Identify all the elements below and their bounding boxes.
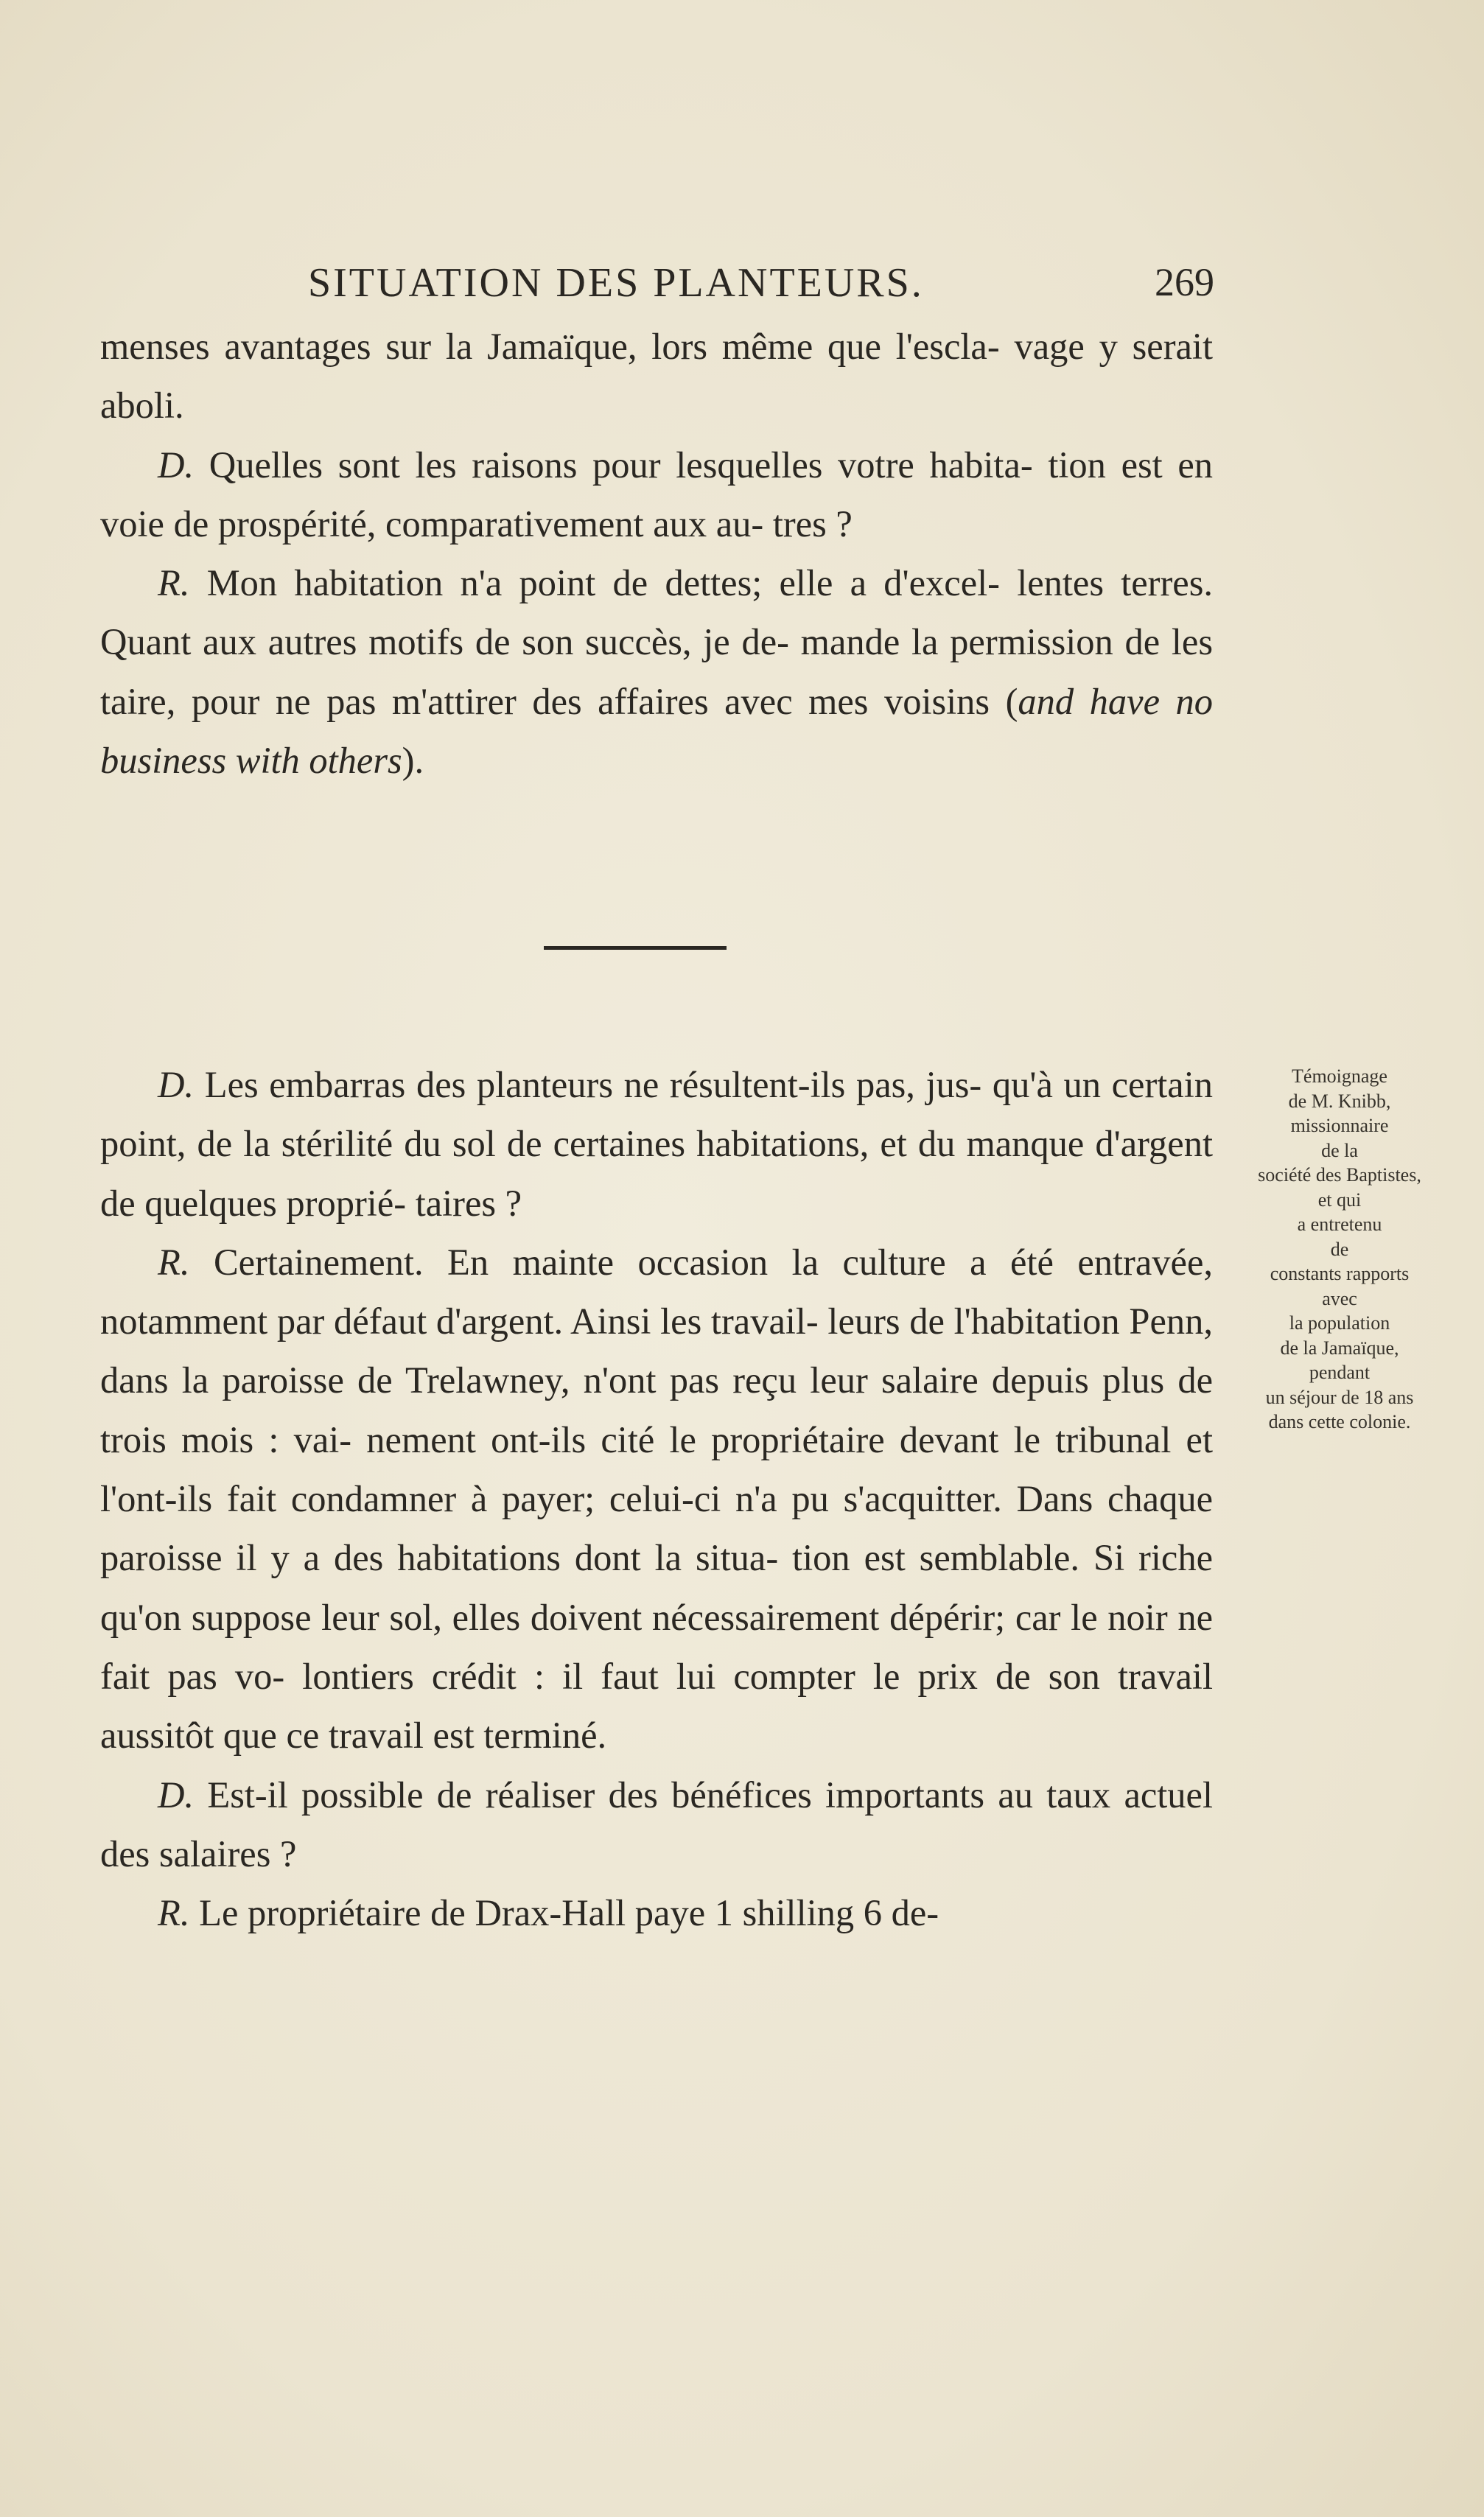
question-text: Quelles sont les raisons pour lesquelles votre habita- tion est en voie de prospérité, comparativement aux au- tres ? (100, 444, 1213, 545)
section-divider (544, 946, 727, 950)
question-paragraph (100, 1765, 1213, 1884)
question-paragraph (100, 435, 1213, 554)
margin-note-line: dans cette colonie. (1268, 1411, 1411, 1432)
answer-paragraph (100, 553, 1213, 790)
question-paragraph (100, 1055, 1213, 1233)
section-2-text (100, 1055, 1213, 1942)
answer-text: Certainement. En mainte occasion la culture a été entravée, notamment par défaut d'argent. Ainsi les travail- leurs de l'habitation Penn, dans la paroisse de Trelawney, n'ont pas reçu leur salaire depuis plus de trois mois : vai- nement ont-ils cité le propriétaire devant le tribunal et l'ont-ils fait condamner à payer; celui-ci n'a pu s'acquitter. Dans chaque paroisse il y a des habitations dont la situa- tion est semblable. Si riche qu'on suppose leur sol, elles doivent nécessairement dépérir; car le noir ne fait pas vo- lontiers crédit : il faut lui compter le prix de son travail aussitôt que ce travail est terminé. (100, 1241, 1213, 1757)
question-text: Est-il possible de réaliser des bénéfices importants au taux actuel des salaires ? (100, 1774, 1213, 1874)
answer-text: Le propriétaire de Drax-Hall paye 1 shilling 6 de- (189, 1892, 939, 1934)
margin-note-line: de (1330, 1238, 1349, 1260)
margin-note (1229, 1064, 1450, 1435)
margin-note-line: et qui (1317, 1189, 1362, 1211)
margin-note-line: société des Baptistes, (1258, 1164, 1421, 1186)
answer-paragraph (100, 1883, 1213, 1942)
margin-note-line: de la (1321, 1139, 1358, 1161)
answer-label: R. (158, 1892, 190, 1934)
paragraph-continuation: menses avantages sur la Jamaïque, lors même que l'escla- vage y serait aboli. (100, 326, 1213, 427)
page-number: 269 (1155, 260, 1214, 304)
page-header (102, 259, 1214, 318)
answer-text: Mon habitation n'a point de dettes; elle a d'excel- lentes terres. Quant aux autres motifs de son succès, je de- mande la permission de les taire, pour ne pas m'attirer des affaires avec mes voisins ( (100, 562, 1213, 722)
question-text: Les embarras des planteurs ne résultent-ils pas, jus- qu'à un certain point, de la stérilité du sol de certaines habitations, et du manque d'argent de quelques proprié- taires ? (100, 1064, 1213, 1224)
question-label: D. (158, 444, 195, 486)
question-label: D. (158, 1774, 195, 1816)
margin-note-line: a entretenu (1297, 1214, 1382, 1235)
answer-paragraph (100, 1233, 1213, 1765)
english-phrase: and have no business with others (100, 680, 1213, 782)
question-label: D. (158, 1064, 195, 1105)
running-title: SITUATION DES PLANTEURS. (308, 260, 924, 306)
margin-note-line: pendant (1309, 1362, 1371, 1383)
margin-note-line: constants rapports (1270, 1263, 1410, 1284)
answer-end: ). (402, 740, 424, 782)
margin-note-line: la population (1289, 1312, 1390, 1334)
margin-note-line: de M. Knibb, (1288, 1090, 1391, 1112)
margin-note-line: Témoignage (1292, 1065, 1387, 1087)
section-1-text (100, 317, 1213, 790)
margin-note-line: avec (1322, 1287, 1357, 1309)
margin-note-line: missionnaire (1290, 1115, 1389, 1136)
answer-label: R. (158, 1241, 190, 1283)
margin-note-line: un séjour de 18 ans (1265, 1386, 1414, 1408)
answer-label: R. (158, 562, 190, 604)
margin-note-line: de la Jamaïque, (1280, 1337, 1399, 1359)
